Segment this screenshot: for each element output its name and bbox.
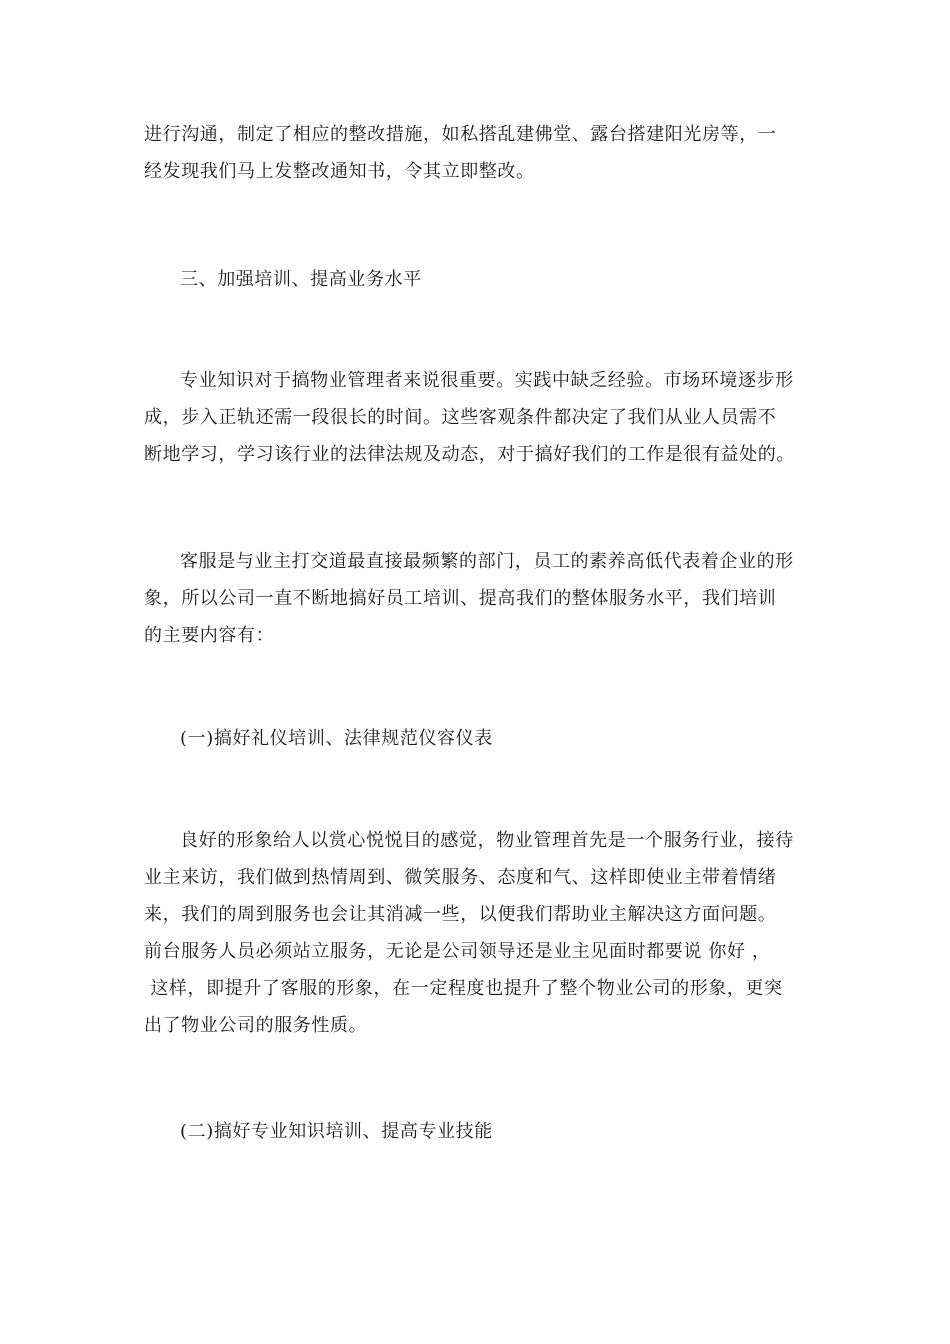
paragraph-line: 出了物业公司的服务性质。	[144, 1015, 368, 1036]
paragraph-line: 客服是与业主打交道最直接最频繁的部门，员工的素养高低代表着企业的形	[180, 551, 794, 572]
paragraph-rectification	[144, 116, 804, 190]
section-heading-training: 三、加强培训、提高业务水平	[180, 269, 422, 290]
paragraph-line: 象，所以公司一直不断地搞好员工培训、提高我们的整体服务水平，我们培训	[144, 588, 777, 609]
paragraph-line: 这样，即提升了客服的形象，在一定程度也提升了整个物业公司的形象，更突	[144, 978, 783, 999]
paragraph-line: 来，我们的周到服务也会让其消减一些，以便我们帮助业主解决这方面问题。	[144, 904, 777, 925]
paragraph-customer-service	[144, 543, 804, 654]
paragraph-line: 良好的形象给人以赏心悦悦目的感觉，物业管理首先是一个服务行业，接待	[180, 830, 794, 851]
paragraph-line: 业主来访，我们做到热情周到、微笑服务、态度和气、这样即使业主带着情绪	[144, 867, 777, 888]
subheading-professional-skills: (二)搞好专业知识培训、提高专业技能	[180, 1121, 493, 1142]
paragraph-good-image	[144, 822, 804, 1044]
paragraph-line: 的主要内容有：	[144, 625, 275, 646]
paragraph-line: 成，步入正轨还需一段很长的时间。这些客观条件都决定了我们从业人员需不	[144, 407, 777, 428]
paragraph-line: 进行沟通，制定了相应的整改措施，如私搭乱建佛堂、露台搭建阳光房等，一	[144, 124, 777, 145]
paragraph-line: 断地学习，学习该行业的法律法规及动态，对于搞好我们的工作是很有益处的。	[144, 444, 795, 465]
paragraph-line: 专业知识对于搞物业管理者来说很重要。实践中缺乏经验。市场环境逐步形	[180, 370, 794, 391]
paragraph-professional-knowledge	[144, 362, 804, 473]
paragraph-line: 前台服务人员必须站立服务，无论是公司领导还是业主见面时都要说 你好 ，	[144, 941, 771, 962]
paragraph-line: 经发现我们马上发整改通知书，令其立即整改。	[144, 161, 535, 182]
subheading-etiquette-training: (一)搞好礼仪培训、法律规范仪容仪表	[180, 728, 493, 749]
